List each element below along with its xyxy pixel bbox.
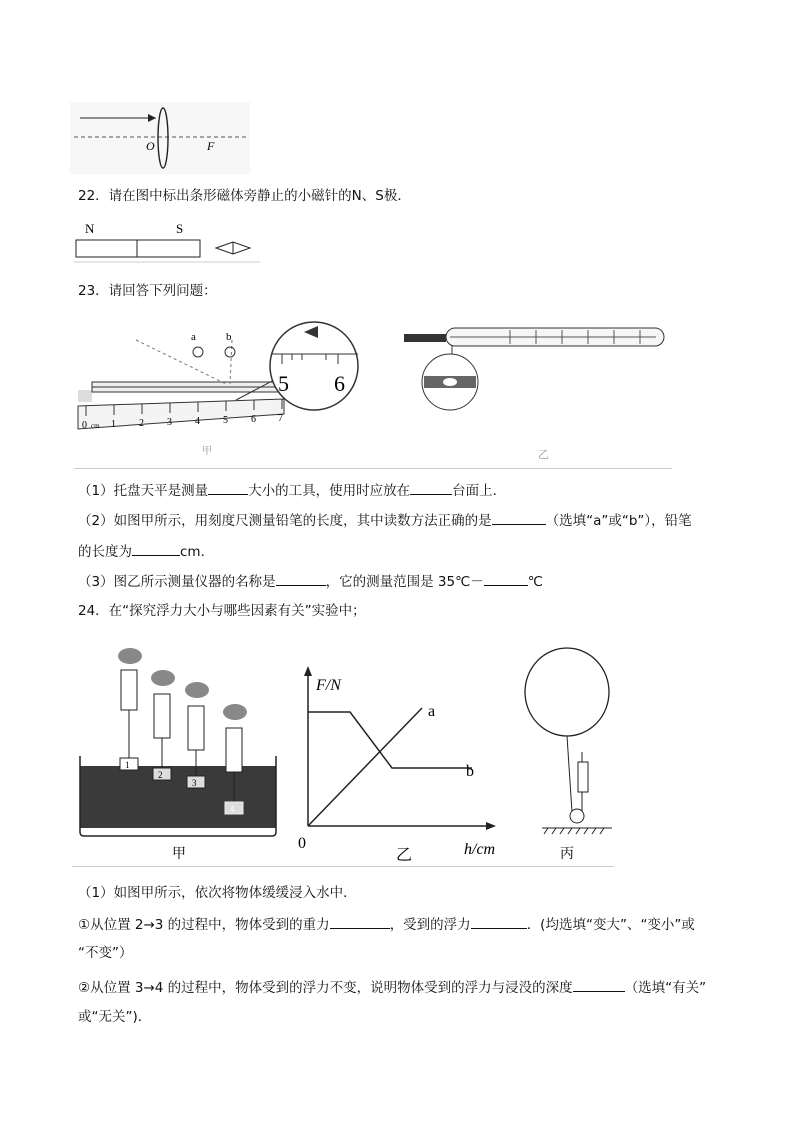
- q23-p2-d: cm．: [180, 544, 215, 560]
- q24-p3-a: ②从位置 3→4 的过程中，物体受到的浮力不变，说明物体受到的浮力与浸没的深度: [78, 980, 573, 996]
- figure-caption-bing: 丙: [560, 847, 574, 862]
- q24-p2-c: ．(均选填“变大”、“变小”或: [526, 917, 695, 933]
- ruler-tick-5: 5: [223, 415, 228, 426]
- thermometer-figure: [400, 318, 672, 460]
- answer-blank-1[interactable]: [208, 480, 248, 495]
- q24-p3-c: 或“无关”)．: [78, 1009, 152, 1025]
- answer-blank-3[interactable]: [492, 510, 546, 525]
- q24-p2-b: ，受到的浮力: [389, 917, 471, 933]
- eye-a-icon: [193, 347, 203, 357]
- q23-stem: 23．请回答下列问题：: [78, 283, 217, 299]
- position-label-4: 4: [230, 804, 235, 814]
- position-label-3: 3: [192, 778, 197, 788]
- zoom-label-5: 5: [278, 371, 289, 396]
- spring-scale-2: [151, 670, 175, 780]
- ruler-label-b: b: [226, 331, 232, 343]
- ruler-tick-6: 6: [251, 414, 256, 425]
- q23-p1-b: 大小的工具，使用时应放在: [248, 483, 411, 499]
- position-label-2: 2: [158, 770, 163, 780]
- figure-caption-jia: 甲: [172, 847, 186, 862]
- q23-p3-a: （3）图乙所示测量仪器的名称是: [78, 574, 276, 590]
- magnet-figure: [74, 218, 260, 264]
- answer-blank-7[interactable]: [330, 914, 390, 929]
- ruler-caption: 甲: [202, 446, 212, 457]
- q24-p2-d: “不变”）: [78, 945, 133, 961]
- q23-p3-b: ，它的测量范围是 35℃－: [325, 574, 484, 590]
- q24-p3-b: （选填“有关”: [624, 980, 707, 996]
- graph-ylabel: F/N: [316, 677, 341, 694]
- graph-label-b: b: [466, 763, 474, 780]
- answer-blank-5[interactable]: [276, 571, 326, 586]
- balloon-figure-bing: [518, 644, 618, 864]
- ruler-tick-4: 4: [195, 416, 200, 427]
- q23-p1-a: （1）托盘天平是测量: [78, 483, 209, 499]
- pulley-icon: [570, 809, 584, 823]
- answer-blank-2[interactable]: [410, 480, 452, 495]
- position-label-1: 1: [125, 760, 130, 770]
- q23-p3-c: ℃: [527, 574, 543, 590]
- ruler-tick-0: 0: [82, 420, 87, 431]
- lens-figure: [70, 102, 250, 174]
- ruler-tick-7: 7: [278, 413, 283, 424]
- graph-origin: 0: [298, 835, 306, 852]
- q23-p2-b: （选填“a”或“b”），铅笔: [545, 513, 692, 529]
- spring-scale-bing: [578, 762, 588, 792]
- q23-p2-c: 的长度为: [78, 544, 132, 560]
- spring-scale-1: [118, 648, 142, 770]
- answer-blank-6[interactable]: [484, 571, 528, 586]
- thermometer-caption: 乙: [538, 449, 549, 460]
- q22-text: 22．请在图中标出条形磁体旁静止的小磁针的N、S极．: [78, 188, 411, 204]
- ruler-label-a: a: [191, 331, 196, 343]
- ruler-tick-1: 1: [111, 419, 116, 430]
- lens-label-o: O: [146, 139, 155, 153]
- q24-stem: 24．在“探究浮力大小与哪些因素有关”实验中；: [78, 603, 366, 619]
- q24-p2-a: ①从位置 2→3 的过程中，物体受到的重力: [78, 917, 330, 933]
- magnet-label-s: S: [176, 221, 184, 236]
- graph-label-a: a: [428, 703, 436, 720]
- lens-label-f: F: [207, 139, 215, 153]
- ruler-tick-2: 2: [139, 418, 144, 429]
- buoyancy-figure-jia: [72, 636, 292, 864]
- buoyancy-graph-yi: [292, 664, 512, 866]
- answer-blank-9[interactable]: [573, 977, 625, 992]
- graph-line-b: [308, 712, 472, 768]
- ruler-figure: [76, 306, 376, 458]
- q23-p1-c: 台面上．: [452, 483, 507, 499]
- ruler-unit: cm: [91, 422, 100, 430]
- eye-b-icon: [225, 347, 235, 357]
- graph-line-a: [308, 708, 422, 826]
- q23-p2-a: （2）如图甲所示，用刻度尺测量铅笔的长度，其中读数方法正确的是: [78, 513, 492, 529]
- graph-caption-yi: 乙: [396, 847, 413, 864]
- zoom-label-6: 6: [334, 371, 345, 396]
- ruler-tick-3: 3: [167, 417, 172, 428]
- q24-p1: （1）如图甲所示，依次将物体缓缓浸入水中．: [78, 885, 357, 901]
- answer-blank-8[interactable]: [471, 914, 527, 929]
- answer-blank-4[interactable]: [132, 541, 180, 556]
- graph-xlabel: h/cm: [464, 841, 496, 858]
- magnet-label-n: N: [85, 221, 95, 236]
